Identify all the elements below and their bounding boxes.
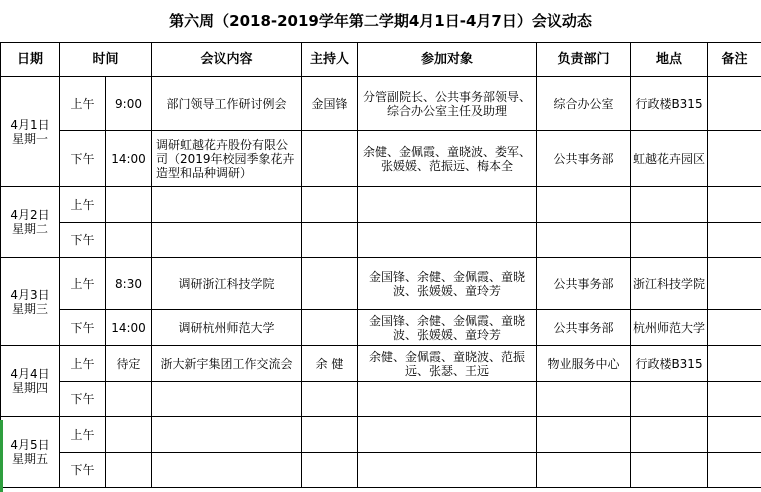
table-row xyxy=(1,453,761,488)
remarks-cell xyxy=(708,417,761,453)
remarks-cell xyxy=(708,346,761,382)
host-cell xyxy=(302,453,358,488)
day-cell xyxy=(1,258,60,346)
location-cell: 行政楼B315 xyxy=(631,346,708,382)
content-cell: 部门领导工作研讨例会 xyxy=(152,77,302,131)
content-cell xyxy=(152,382,302,417)
host-cell xyxy=(302,187,358,223)
participants-cell xyxy=(358,417,537,453)
header-department: 负责部门 xyxy=(537,43,631,77)
header-location: 地点 xyxy=(631,43,708,77)
weekday-label: 星期四 xyxy=(11,381,48,395)
time-cell: 14:00 xyxy=(106,310,152,346)
department-cell: 公共事务部 xyxy=(537,258,631,310)
host-cell xyxy=(302,310,358,346)
department-cell xyxy=(537,417,631,453)
period-cell: 上午 xyxy=(60,258,106,310)
content-cell xyxy=(152,417,302,453)
table-row xyxy=(1,187,761,223)
period-cell: 下午 xyxy=(60,453,106,488)
row-header-accent xyxy=(0,420,3,492)
host-cell: 余 健 xyxy=(302,346,358,382)
remarks-cell xyxy=(708,453,761,488)
participants-cell xyxy=(358,187,537,223)
location-cell: 虹越花卉园区 xyxy=(631,131,708,187)
time-cell: 14:00 xyxy=(106,131,152,187)
header-time: 时间 xyxy=(60,43,152,77)
remarks-cell xyxy=(708,258,761,310)
time-cell xyxy=(106,417,152,453)
period-cell: 下午 xyxy=(60,131,106,187)
header-date: 日期 xyxy=(1,43,60,77)
remarks-cell xyxy=(708,223,761,258)
participants-cell: 分管副院长、公共事务部领导、综合办公室主任及助理 xyxy=(358,77,537,131)
header-host: 主持人 xyxy=(302,43,358,77)
period-cell: 下午 xyxy=(60,310,106,346)
time-cell xyxy=(106,223,152,258)
header-row xyxy=(1,43,761,77)
department-cell xyxy=(537,187,631,223)
period-cell: 上午 xyxy=(60,417,106,453)
table-row xyxy=(1,346,761,382)
period-cell: 下午 xyxy=(60,382,106,417)
table-row xyxy=(1,382,761,417)
period-cell: 上午 xyxy=(60,77,106,131)
location-cell xyxy=(631,453,708,488)
date-label: 4月2日 xyxy=(10,208,50,222)
host-cell xyxy=(302,382,358,417)
department-cell xyxy=(537,453,631,488)
host-cell xyxy=(302,258,358,310)
date-label: 4月3日 xyxy=(10,287,50,302)
content-cell: 调研杭州师范大学 xyxy=(152,310,302,346)
location-cell xyxy=(631,417,708,453)
remarks-cell xyxy=(708,131,761,187)
remarks-cell xyxy=(708,77,761,131)
weekday-label: 星期二 xyxy=(11,222,48,236)
header-participants: 参加对象 xyxy=(358,43,537,77)
content-cell: 调研虹越花卉股份有限公司（2019年校园季象花卉造型和品种调研） xyxy=(152,131,302,187)
department-cell: 综合办公室 xyxy=(537,77,631,131)
period-cell: 上午 xyxy=(60,346,106,382)
department-cell xyxy=(537,382,631,417)
participants-cell xyxy=(358,382,537,417)
header-content: 会议内容 xyxy=(152,43,302,77)
time-cell: 待定 xyxy=(106,346,152,382)
remarks-cell xyxy=(708,187,761,223)
period-cell: 上午 xyxy=(60,187,106,223)
table-row xyxy=(1,258,761,310)
department-cell: 公共事务部 xyxy=(537,131,631,187)
location-cell: 行政楼B315 xyxy=(631,77,708,131)
date-label: 4月5日 xyxy=(10,438,50,452)
time-cell xyxy=(106,453,152,488)
header-remarks: 备注 xyxy=(708,43,761,77)
content-cell xyxy=(152,223,302,258)
participants-cell: 金国锋、余健、金佩霞、童晓波、张媛媛、童玲芳 xyxy=(358,310,537,346)
day-cell xyxy=(1,417,60,488)
location-cell: 浙江科技学院 xyxy=(631,258,708,310)
participants-cell: 余健、金佩霞、童晓波、范振远、张瑟、王远 xyxy=(358,346,537,382)
department-cell: 公共事务部 xyxy=(537,310,631,346)
content-cell: 浙大新宇集团工作交流会 xyxy=(152,346,302,382)
table-row xyxy=(1,223,761,258)
location-cell xyxy=(631,187,708,223)
department-cell xyxy=(537,223,631,258)
time-cell xyxy=(106,187,152,223)
content-cell: 调研浙江科技学院 xyxy=(152,258,302,310)
table-row xyxy=(1,310,761,346)
host-cell xyxy=(302,223,358,258)
period-cell: 下午 xyxy=(60,223,106,258)
location-cell: 杭州师范大学 xyxy=(631,310,708,346)
remarks-cell xyxy=(708,382,761,417)
table-row xyxy=(1,417,761,453)
day-cell xyxy=(1,77,60,187)
participants-cell xyxy=(358,453,537,488)
participants-cell: 余健、金佩霞、童晓波、娄军、张媛媛、范振远、梅本全 xyxy=(358,131,537,187)
host-cell xyxy=(302,131,358,187)
participants-cell: 金国锋、余健、金佩霞、童晓波、张媛媛、童玲芳 xyxy=(358,258,537,310)
participants-cell xyxy=(358,223,537,258)
day-cell xyxy=(1,346,60,417)
table-row xyxy=(1,131,761,187)
schedule-table xyxy=(0,42,761,488)
day-cell xyxy=(1,187,60,258)
content-cell xyxy=(152,453,302,488)
host-cell: 金国锋 xyxy=(302,77,358,131)
date-label: 4月1日 xyxy=(10,117,50,132)
weekday-label: 星期五 xyxy=(11,452,48,466)
page-title: 第六周（2018-2019学年第二学期4月1日-4月7日）会议动态 xyxy=(169,12,592,30)
time-cell: 8:30 xyxy=(106,258,152,310)
host-cell xyxy=(302,417,358,453)
department-cell: 物业服务中心 xyxy=(537,346,631,382)
remarks-cell xyxy=(708,310,761,346)
time-cell xyxy=(106,382,152,417)
table-row xyxy=(1,77,761,131)
location-cell xyxy=(631,382,708,417)
date-label: 4月4日 xyxy=(10,367,50,381)
weekday-label: 星期一 xyxy=(11,131,48,146)
weekday-label: 星期三 xyxy=(11,301,48,316)
content-cell xyxy=(152,187,302,223)
time-cell: 9:00 xyxy=(106,77,152,131)
location-cell xyxy=(631,223,708,258)
